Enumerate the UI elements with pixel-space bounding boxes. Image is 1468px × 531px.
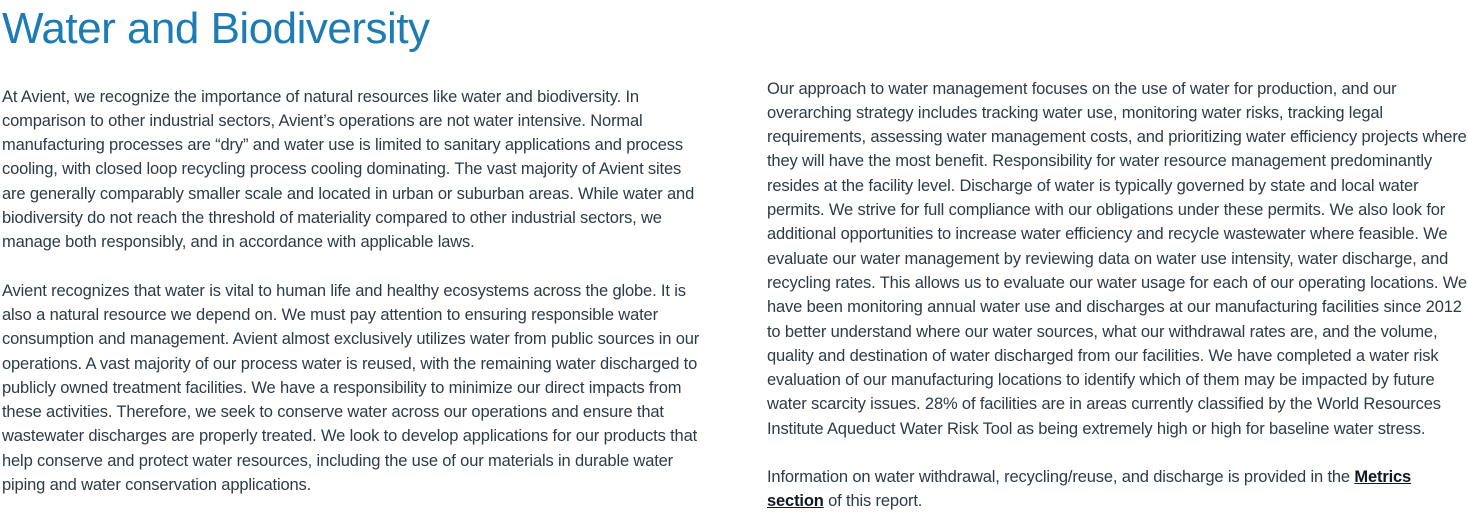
left-paragraph-1: At Avient, we recognize the importance of natural resources like water and biodiversity. In comparison to other industrial sectors, Avient’s operations are not water intensive. Normal manufacturing processes are “dry” and water use is limited to sanitary applications and process cooling, with closed loop recycling process cooling dominating. The vast majority of Avient sites are generally comparably smaller scale and located in urban or suburban areas. While water and biodiversity do not reach the threshold of materiality compared to other industrial sectors, we manage both responsibly, and in accordance with applicable laws. <box>2 87 695 252</box>
page-title: Water and Biodiversity <box>2 4 430 53</box>
right-paragraph-2 <box>767 465 1468 514</box>
right-paragraph-1: Our approach to water management focuses on the use of water for production, and our overarching strategy includes tracking water use, monitoring water risks, tracking legal requirements, assessing water management costs, and prioritizing water efficiency projects where they will have the most benefit. Responsibility for water resource management predominantly resides at the facility level. Discharge of water is typically governed by state and local water permits. We strive for full compliance with our obligations under these permits. We also look for additional opportunities to increase water efficiency and recycle wastewater where feasible. We evaluate our water management by reviewing data on water use intensity, water discharge, and recycling rates. This allows us to evaluate our water usage for each of our operating locations. We have been monitoring annual water use and discharges at our manufacturing facilities since 2012 to better understand where our water sources, what our withdrawal rates are, and the volume, quality and destination of water discharged from our facilities. We have completed a water risk evaluation of our manufacturing locations to identify which of them may be impacted by future water scarcity issues. 28% of facilities are in areas currently classified by the World Resources Institute Aqueduct Water Risk Tool as being extremely high or high for baseline water stress. <box>767 79 1467 438</box>
two-column-layout <box>2 77 1468 514</box>
left-paragraph-2: Avient recognizes that water is vital to human life and healthy ecosystems across the globe. It is also a natural resource we depend on. We must pay attention to ensuring responsible water consumption and management. Avient almost exclusively utilizes water from public sources in our operations. A vast majority of our process water is reused, with the remaining water discharged to publicly owned treatment facilities. We have a responsibility to minimize our direct impacts from these activities. Therefore, we seek to conserve water across our operations and ensure that wastewater discharges are properly treated. We look to develop applications for our products that help conserve and protect water resources, including the use of our materials in durable water piping and water conservation applications. <box>2 281 700 495</box>
metrics-section-link[interactable]: Metrics section <box>767 468 1412 511</box>
right-column <box>767 77 1468 514</box>
closing-text-prefix: Information on water withdrawal, recycling/reuse, and discharge is provided in the <box>767 468 1355 487</box>
left-column <box>2 77 703 514</box>
closing-text-suffix: of this report. <box>823 492 923 511</box>
